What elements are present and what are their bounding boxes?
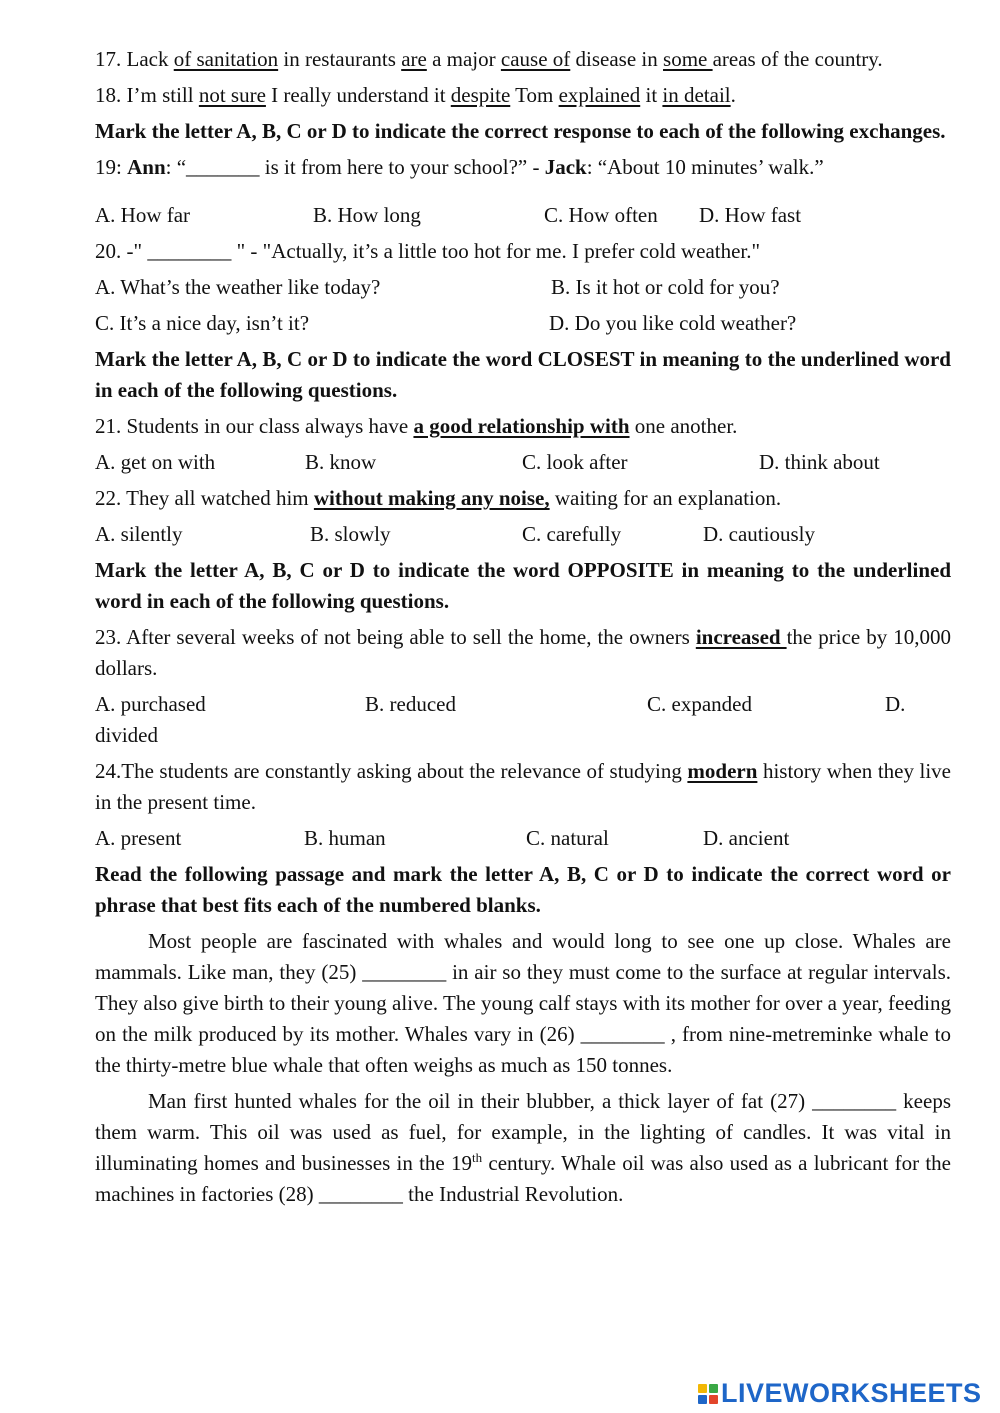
option-d[interactable]: D. How fast [699, 203, 802, 227]
passage-paragraph-2: Man first hunted whales for the oil in their blubber, a thick layer of fat (27) ________ keeps them warm. This oil was used as fuel, for example, in the lighting of candles. It was vital in illuminating homes and businesses in the 19th century. Whale oil was also used as a lubricant for the machines in factories (28) ________ the Industrial Revolution. [95, 1089, 951, 1206]
option-a[interactable]: A. get on with [95, 450, 216, 474]
question-20: 20. -" ________ " - "Actually, it’s a little too hot for me. I prefer cold weather." [95, 239, 761, 263]
option-b[interactable]: B. slowly [310, 522, 391, 546]
option-b[interactable]: B. reduced [365, 692, 456, 716]
option-c[interactable]: C. natural [526, 826, 609, 850]
question-number: 17. [95, 47, 122, 71]
option-b[interactable]: B. How long [313, 203, 421, 227]
option-a[interactable]: A. How far [95, 203, 191, 227]
speaker-name: Ann [127, 155, 166, 179]
question-22: 22. They all watched him without making any noise, waiting for an explanation. [95, 486, 782, 510]
underlined-option-a: not sure [198, 83, 266, 107]
option-a[interactable]: A. present [95, 826, 182, 850]
underlined-option-b: despite [450, 83, 511, 107]
option-b[interactable]: B. know [305, 450, 377, 474]
underlined-option-d: some [663, 47, 713, 71]
answer-options-20-row1 [95, 272, 951, 303]
instruction-opposite: Mark the letter A, B, C or D to indicate the word OPPOSITE in meaning to the underlined word in each of the following questions. [95, 558, 951, 613]
underlined-word: modern [687, 759, 758, 783]
option-c[interactable]: C. carefully [522, 522, 622, 546]
answer-options-22 [95, 519, 951, 550]
question-17: 17. Lack of sanitation in restaurants are a major cause of disease in some areas of the country. [95, 47, 883, 71]
logo-square-4 [709, 1395, 718, 1404]
option-b[interactable]: B. human [304, 826, 386, 850]
option-c[interactable]: C. look after [522, 450, 628, 474]
question-18: 18. I’m still not sure I really understand it despite Tom explained it in detail. [95, 83, 736, 107]
underlined-phrase: a good relationship with [413, 414, 630, 438]
option-c[interactable]: C. It’s a nice day, isn’t it? [95, 311, 310, 335]
option-d-continued[interactable]: divided [95, 723, 158, 747]
instruction-closest: Mark the letter A, B, C or D to indicate the word CLOSEST in meaning to the underlined word in each of the following questions. [95, 347, 951, 402]
answer-options-23 [95, 689, 951, 720]
option-d[interactable]: D. Do you like cold weather? [549, 311, 797, 335]
underlined-option-c: cause of [500, 47, 571, 71]
answer-options-20-row2 [95, 308, 951, 339]
logo-square-1 [698, 1384, 707, 1393]
logo-icon [698, 1384, 718, 1404]
underlined-option-b: are [401, 47, 427, 71]
option-d[interactable]: D. [885, 692, 906, 716]
instruction-exchanges: Mark the letter A, B, C or D to indicate the correct response to each of the following exchanges. [95, 119, 946, 143]
option-a[interactable]: A. What’s the weather like today? [95, 275, 381, 299]
worksheet-page [95, 44, 951, 1210]
logo-square-3 [698, 1395, 707, 1404]
instruction-passage: Read the following passage and mark the letter A, B, C or D to indicate the correct word or phrase that best fits each of the numbered blanks. [95, 862, 951, 917]
answer-options-24 [95, 823, 951, 854]
option-d[interactable]: D. ancient [703, 826, 790, 850]
logo-text: LIVEWORKSHEETS [721, 1378, 982, 1408]
underlined-phrase: without making any noise, [313, 486, 550, 510]
underlined-option-c: explained [558, 83, 641, 107]
question-number: 18. [95, 83, 122, 107]
question-24: 24.The students are constantly asking about the relevance of studying modern history when they live in the present time. [95, 759, 951, 814]
option-a[interactable]: A. silently [95, 522, 183, 546]
underlined-option-a: of sanitation [173, 47, 279, 71]
option-d[interactable]: D. think about [759, 450, 880, 474]
question-19: 19: Ann: “_______ is it from here to your school?” - Jack: “About 10 minutes’ walk.” [95, 155, 824, 179]
question-23: 23. After several weeks of not being able to sell the home, the owners increased the price by 10,000 dollars. [95, 625, 951, 680]
passage-paragraph-1: Most people are fascinated with whales and would long to see one up close. Whales are mammals. Like man, they (25) ________ in air so they must come to the surface at regular intervals. They also give birth to their young alive. The young calf stays with its mother for over a year, feeding on the milk produced by its mother. Whales vary in (26) ________ , from nine-metreminke whale to the thirty-metre blue whale that often weighs as much as 150 tonnes. [95, 929, 951, 1077]
question-21: 21. Students in our class always have a good relationship with one another. [95, 414, 738, 438]
speaker-name: Jack [544, 155, 587, 179]
option-b[interactable]: B. Is it hot or cold for you? [551, 275, 780, 299]
underlined-word: increased [695, 625, 787, 649]
logo-square-2 [709, 1384, 718, 1393]
option-a[interactable]: A. purchased [95, 692, 206, 716]
answer-options-19 [95, 200, 951, 231]
underlined-option-d: in detail [662, 83, 731, 107]
liveworksheets-logo [698, 1378, 982, 1409]
answer-options-21 [95, 447, 951, 478]
option-c[interactable]: C. How often [544, 203, 658, 227]
option-d[interactable]: D. cautiously [703, 522, 815, 546]
option-c[interactable]: C. expanded [647, 692, 752, 716]
